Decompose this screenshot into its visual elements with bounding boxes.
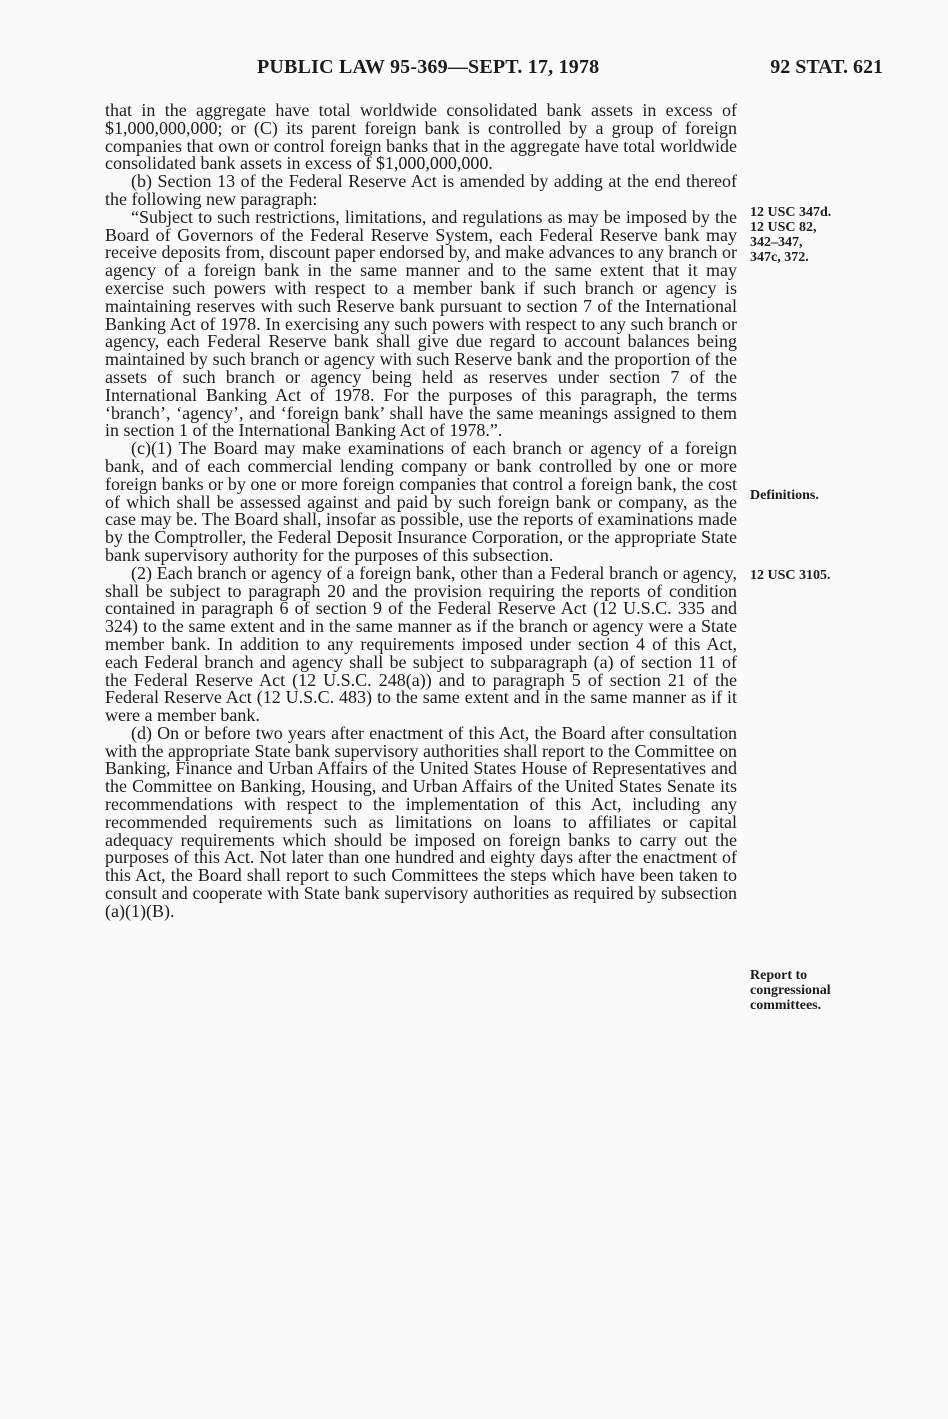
- body-text: [105, 102, 737, 921]
- margin-note-line: Definitions.: [750, 488, 819, 503]
- margin-note-line: committees.: [750, 998, 822, 1013]
- margin-note-usc-347d: [750, 205, 870, 265]
- margin-note-line: 342–347,: [750, 235, 803, 250]
- margin-note-line: Report to: [750, 968, 808, 983]
- margin-note-line: congressional: [750, 983, 831, 998]
- paragraph-quoted-amendment: “Subject to such restrictions, limitations, and regulations as may be imposed by the Board of Governors of the Federal Reserve System, each Federal Reserve bank may receive deposits from, discount paper endorsed by, and make advances to any branch or agency of a foreign bank in the same manner and to the same extent that it may exercise such powers with respect to a member bank if such branch or agency is maintaining reserves with such Reserve bank pursuant to section 7 of the International Banking Act of 1978. In exercising any such powers with respect to any such branch or agency, each Federal Reserve bank shall give due regard to account balances being maintained by such branch or agency with such Reserve bank and the proportion of the assets of such branch or agency being held as reserves under section 7 of the International Banking Act of 1978. For the purposes of this paragraph, the terms ‘branch’, ‘agency’, and ‘foreign bank’ shall have the same meanings assigned to them in section 1 of the International Banking Act of 1978.”.: [105, 206, 737, 441]
- paragraph-c1: (c)(1) The Board may make examinations of each branch or agency of a foreign bank, and of each commercial lending company or bank controlled by one or more foreign banks or by one or more foreign companies that control a foreign bank, the cost of which shall be assessed against and paid by such foreign bank or company, as the case may be. The Board shall, insofar as possible, use the reports of examinations made by the Comptroller, the Federal Deposit Insurance Corporation, or the appropriate State bank supervisory authority for the purposes of this subsection.: [105, 438, 737, 565]
- paragraph-continuation: that in the aggregate have total worldwide consolidated bank assets in excess of $1,000,000,000; or (C) its parent foreign bank is controlled by a group of foreign companies that own or control foreign banks that in the aggregate have total worldwide consolidated bank assets in excess of $1,000,000,000.: [105, 100, 737, 174]
- margin-note-definitions: [750, 488, 870, 503]
- margin-note-line: 12 USC 347d.: [750, 205, 832, 220]
- paragraph-b: (b) Section 13 of the Federal Reserve Act is amended by adding at the end thereof the following new paragraph:: [105, 171, 737, 209]
- margin-note-report: [750, 968, 870, 1013]
- paragraph-c2: (2) Each branch or agency of a foreign bank, other than a Federal branch or agency, shall be subject to paragraph 20 and the provision requiring the reports of condition contained in paragraph 6 of section 9 of the Federal Reserve Act (12 U.S.C. 335 and 324) to the same extent and in the same manner as if the branch or agency were a State member bank. In addition to any requirements imposed under section 4 of this Act, each Federal branch and agency shall be subject to subparagraph (a) of section 11 of the Federal Reserve Act (12 U.S.C. 248(a)) and to paragraph 5 of section 21 of the Federal Reserve Act (12 U.S.C. 483) to the same extent and in the same manner as if it were a member bank.: [105, 562, 737, 726]
- page-title: PUBLIC LAW 95-369—SEPT. 17, 1978: [257, 56, 600, 78]
- margin-note-usc-3105: [750, 568, 870, 583]
- margin-note-line: 12 USC 3105.: [750, 568, 831, 583]
- paragraph-d: (d) On or before two years after enactment of this Act, the Board after consultation with the appropriate State bank supervisory authorities shall report to the Committee on Banking, Finance and Urban Affairs of the United States House of Representatives and the Committee on Banking, Housing, and Urban Affairs of the United States Senate its recommendations with respect to the implementation of this Act, including any recommended requirements such as limitations on loans to affiliates or capital adequacy requirements which should be imposed on foreign banks to carry out the purposes of this Act. Not later than one hundred and eighty days after the enactment of this Act, the Board shall report to such Committees the steps which have been taken to consult and cooperate with State bank supervisory authorities as required by subsection (a)(1)(B).: [105, 722, 737, 921]
- page-header: [105, 56, 883, 86]
- statute-page-number: 92 STAT. 621: [770, 56, 883, 78]
- margin-note-line: 347c, 372.: [750, 250, 809, 265]
- margin-note-line: 12 USC 82,: [750, 220, 817, 235]
